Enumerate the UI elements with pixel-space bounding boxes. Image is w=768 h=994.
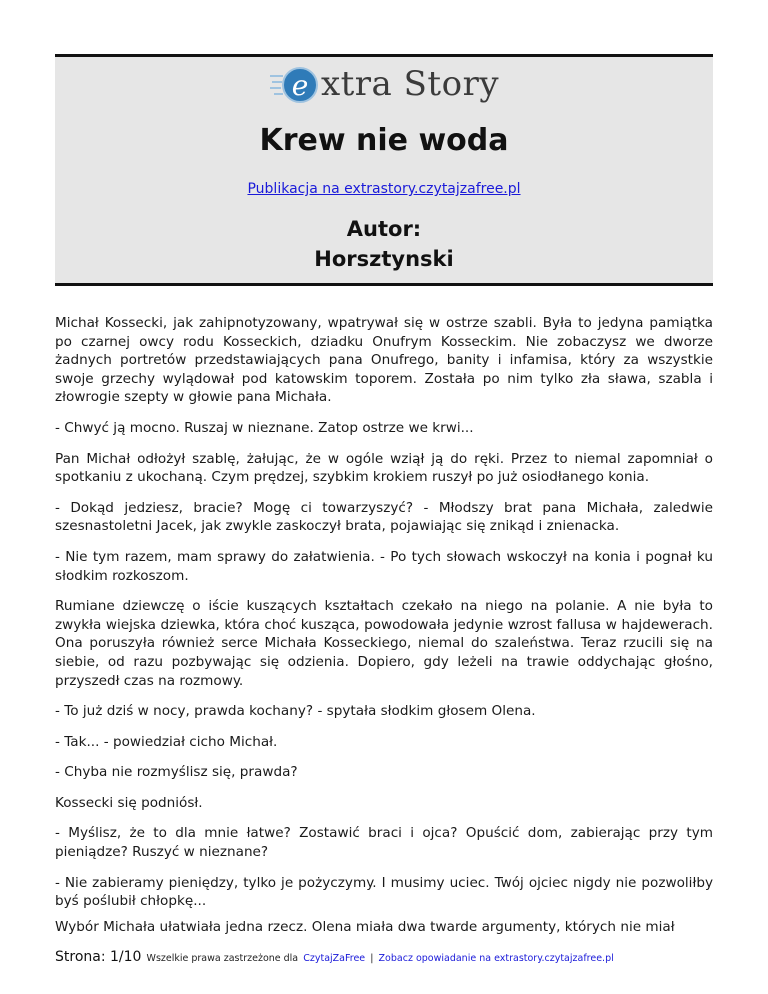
paragraph: - Dokąd jedziesz, bracie? Mogę ci towarzyszyć? - Młodszy brat pana Michała, zaledwie szesnastoletni Jacek, jak zwykle zaskoczył brata, pojawiając się znikąd i znienacka.: [55, 499, 713, 535]
publication-link-wrapper: [55, 181, 713, 197]
paragraph: - Tak... - powiedział cicho Michał.: [55, 733, 278, 750]
extra-story-logo-icon: [269, 62, 319, 106]
story-link[interactable]: Zobacz opowiadanie na extrastory.czytajzafree.pl: [378, 953, 614, 964]
story-body: [55, 314, 713, 923]
paragraph: Pan Michał odłożył szablę, żałując, że w ogóle wziął ją do ręki. Przez to niemal zapomniał o spotkaniu z ukochaną. Czym prędzej, szybkim krokiem ruszył po już osiodłanego konia.: [55, 450, 713, 486]
svg-text:e: e: [291, 69, 309, 102]
logo-text: xtra Story: [320, 64, 500, 104]
clipped-paragraph-container: [55, 918, 713, 940]
paragraph: - Chyba nie rozmyślisz się, prawda?: [55, 764, 298, 781]
paragraph: - Myślisz, że to dla mnie łatwe? Zostawić braci i ojca? Opuścić dom, zabierając przy tym pieniądze? Ruszyć w nieznane?: [55, 825, 713, 861]
page-title: Krew nie woda: [259, 123, 509, 158]
page-number: Strona: 1/10: [55, 949, 142, 965]
site-link[interactable]: CzytajZaFree: [303, 953, 366, 964]
publication-link[interactable]: Publikacja na extrastory.czytajzafree.pl: [247, 181, 521, 197]
header-box: [55, 54, 713, 286]
footer-separator: |: [370, 953, 374, 964]
paragraph: Michał Kossecki, jak zahipnotyzowany, wpatrywał się w ostrze szabli. Była to jedyna pamiątka po czarnej owcy rodu Kosseckich, dziadku Onufrym Kosseckim. Nie zobaczysz we dworze żadnych portretów przedstawiających pana Onufrego, banity i infamisa, który za wszystkie swoje grzechy wylądował pod katowskim toporem. Została po nim tylko zła sława, szabla i złowrogie szepty w głowie pana Michała.: [55, 315, 713, 406]
paragraph: Kossecki się podniósł.: [55, 794, 203, 811]
page-footer: [55, 946, 755, 965]
rights-text: Wszelkie prawa zastrzeżone dla: [146, 953, 299, 964]
clipped-paragraph: Wybór Michała ułatwiała jedna rzecz. Olena miała dwa twarde argumenty, których nie miał: [55, 919, 675, 935]
author-label: Autor:: [346, 217, 422, 241]
paragraph: - Chwyć ją mocno. Ruszaj w nieznane. Zatop ostrze we krwi...: [55, 419, 474, 436]
paragraph: Rumiane dziewczę o iście kuszących kształtach czekało na niego na polanie. A nie była to zwykła wiejska dziewka, która choć kusząca, powodowała jedynie wzrost fallusa w hajdewerach. Ona poruszyła również serce Michała Kosseckiego, niemal do szaleństwa. Teraz rzucili się na siebie, od razu pozbywając się odzienia. Dopiero, gdy leżeli na trawie oddychając głośno, przyszedł czas na rozmowy.: [55, 598, 713, 689]
paragraph: - To już dziś w nocy, prawda kochany? - spytała słodkim głosem Olena.: [55, 703, 536, 720]
author-name: Horsztynski: [314, 247, 454, 271]
paragraph: - Nie zabieramy pieniędzy, tylko je pożyczymy. I musimy uciec. Twój ojciec nigdy nie pozwoliłby byś poślubił chłopkę...: [55, 874, 713, 910]
logo[interactable]: [55, 61, 713, 107]
paragraph: - Nie tym razem, mam sprawy do załatwienia. - Po tych słowach wskoczył na konia i pognał ku słodkim rozkoszom.: [55, 548, 713, 584]
